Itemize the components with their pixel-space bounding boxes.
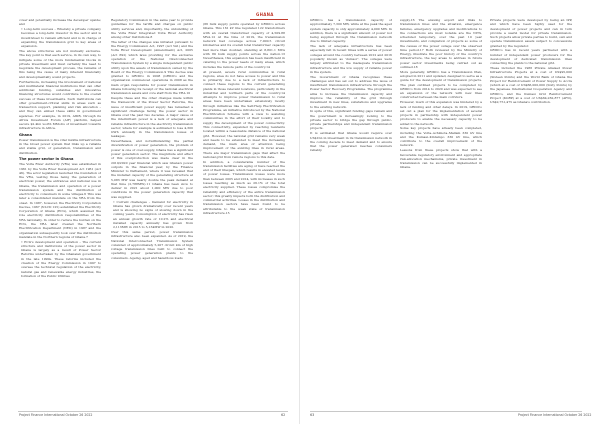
section-rule [250, 19, 288, 20]
body-paragraph: (66 bulk supply points operated by GRIDCo across Ghana. This 161 kV line regulated 122 transformers with an overall transformer capacity of 4,509.88 MVA.12 At the time of 2019, the transmission network had coverage across 7,000.5 circuit kilometres and its overall total transformer capacity had more than doubled, standing at 8,801.1 MVA with 89 bulk supply points across the nation.13 Nevertheless, this expansion has been insufficient in catering to the power needs of many areas, which includes the remote parts of the country.14 [203, 22, 285, 69]
body-paragraph: It is estimated that Ghana would require over US$1bn in investment in its transmission network in the coming decade to meet demand and to ensure that the power generated reaches consumers reliably. [310, 131, 392, 153]
section-heading: Ghana [19, 132, 32, 137]
footer-text: Project Finance International October 26 2022 [19, 413, 93, 417]
body-paragraph: Power transmission is the vital middle infrastructure in the broad power system that links up a reliable and stable grid, or generation, transmission and distribution. [19, 137, 101, 155]
body-paragraph: In spite of this, significant funding gaps remain and the government is increasingly looking to the private sector to bridge the gap through public-private partnerships and independent transmission projects. [310, 109, 392, 131]
right-column-2 [400, 18, 482, 408]
section-heading: The power sector in Ghana [19, 157, 74, 162]
right-column-1 [310, 18, 392, 408]
body-paragraph: The latter of the changes was initiated pursuant to the Energy Commission Act, 1997 (Act 541) and the Volta River Development (Amendment) Act, 2005 (Act 692) which laws providing for the exclusive operation of the National Interconnected Transmission System by a single independent public utility upon the assets of transmission owned by the Board of the Energy Commission.9 This decree was granted to GRIDCo in 2008 (GRIDCo and the organisation commenced operations in 2008 as the main organ responsible for power transmission in Ghana following its receipt of the national electrical transmission assets and core staff from the VRA.10 [111, 39, 193, 96]
bullet-paragraph: • Long-term success – Whereby a private company becomes a long-term investor in the sector and is incentivised to remain efficient and is in charge of expanding the transmission grid to key areas of expansion. [21, 27, 101, 49]
body-paragraph: Despite these and the other changes made within the framework of the Power Sector Reforms, the issue of insufficient power supply has remained a significant challenge facing the power sector in Ghana over the past two decades. A major cause of the intermittent power is a lack of adequate and reliable infrastructure in the electricity transmission sector, where for example is estimated to lose 4,300 GWh annually in the transmission losses of leakages. [111, 95, 193, 139]
page-number: 63 [310, 413, 315, 417]
section-label: GHANA [256, 12, 274, 17]
body-paragraph: The Volta River Authority (VRA) was established in 1961 by the Volta River Development Act 1961 (Act 46). The actor legislation launched the foundation of the VRA, vesting those being the generation of electrical power, the entrances and national use in Ghana, the transmission and operation of a power transmission system and the distribution of electricity to consumers in some villages.6 This was later a consolidated mandate on the VRA from the onset. In 1987, however, the Electricity Corporation Decree, 1967 (NLCD 125) established the Electricity Corporation of Ghana (ECG), which assumed the role electricity distribution responsibilities of the VRA nationally. In order to reduce the burden on the ECG, the VRA later created the Northern Electrification Department (NED) in 1987 and the organisation subsequently took over the distribution mandate in the Northern regions of Ghana.7 [19, 162, 101, 239]
body-paragraph: However, much of this expansion was hindered by a lack of funding and other delays. In 2019, GRIDCo set out a plan for the implementation of several projects in partnership with independent power producers to enable the necessary capacity to be added to the network. [400, 100, 482, 126]
left-column-3 [203, 22, 285, 408]
bullet-paragraph: • ECG's development and operation – The current structure and institutions of the power sector in Ghana is largely as a result of Power Sector Reforms undertaken by the Ghanaian government in the late 1990s. These reforms included the creation of the Energy Commission in 1997 to oversee the technical regulation of the electricity, natural gas and renewable energy industries, the formation of the Public Utilities [21, 239, 101, 278]
body-paragraph: Furthermore, increasing the involvement of national and multilateral financial institutions that can offer additional funding, subsidies and innovative financing structures would contribute to the overall success of these investments. Such institutions can offer government-critical skills in areas such as transaction support, planning and risk allocation – and they can embed these skills in government agencies. For example, in 2019, AfDB, through its Africa Investment Forum (AIF) platform, helped secure $2.4bn worth MMoUs of investment towards infrastructure in Africa. [19, 79, 101, 131]
body-paragraph: Private projects were developed by being an IPP, and which have been highly used for the development of power projects and can in turn provide a useful model for private transmission. Such projects allow private parties to build, own and operate transmission assets subject to concessions granted by the regulator. [490, 18, 572, 48]
body-paragraph: More generally, GRIDCo has a Transmission Plan, adopted in 2011 and updated, designed to serve as a guide for the development of transmission projects. The plan outlined projects to be completed by GRIDCo from 2014 to 2020 and was expected to see an expansion of the network with new lines constructed between the main corridors. [400, 69, 482, 100]
footer-rule [310, 411, 582, 412]
body-paragraph: supply.16 The ensuing export and links to transmission lines and the situation, emergence failures, emergency upgrades and modifications to the connections are most notable are the NITS, scheduled temporary, over the past 10 year investments, and completion of projects so some of the causes of the power outage over the observed time period.17 Both reviewed by the Ministry of Energy, illustrate the poor history of the country's infrastructure, the key areas to address in future power sector investments being carried out as outlined.18 [400, 18, 482, 69]
right-column-3 [490, 18, 572, 408]
body-paragraph: Over this same period, power transmission infrastructure also been expanded. As of 2019, the National Interconnected Transmission System consisted of approximately 5,207 circuit km of high voltage transmission lines built to connect the operating power generation plants to the consumers. Ageing, aged and hazardous loads [111, 229, 193, 260]
body-paragraph: Regulatory Commission in the same year to provide guidelines for the tariffs and charges on public utility services and, importantly, the unbundling of the Volta River Integrated Volta River Authority among other Institutions.8 [111, 18, 193, 40]
left-column-1 [19, 18, 101, 408]
body-paragraph: cover and potentially increase the developer upside; and [19, 18, 101, 27]
left-column-2 [111, 18, 193, 408]
body-paragraph: The lack of adequate infrastructure has been especially felt in recent times with a series of power outages around the country between 2012 and 2016 popularly known as 'dumsor'. The outages were largely attributed to the inadequate transmission infrastructure and the low supply of reliable power in the system. [310, 44, 392, 74]
footer-rule [18, 411, 288, 412]
bullet-paragraph: • Current challenges – Demand for electricity in Ghana has grown dramatically over recent years and is showing no signs of slowing down in the coming years. Consumption of electricity has risen an annual growth rate of 10.2% and electrical installed capacity annually has grown from 2,113MW in 2015 to 5,134MW in 2020. [113, 199, 193, 230]
body-paragraph: GRIDCo has in recent years partnered with a number of independent power producers for the development of dedicated transmission lines connecting the plants to the national grid. [490, 48, 572, 66]
right-page [300, 0, 600, 424]
body-paragraph: At present, severe rural communities in rural regions, area do not have access to power and this is primarily due to a lack of infrastructure to connect these regions to the current generating plants in those relevant locations, particularly in the industrial and northern parts of the country.14 Attempts to improve power transmission to rural areas have been undertaken extensively mostly through initiatives like the Self-Help Electrification Programme, an initiative introduced by the National Electrification Scheme with a view to assisting communities in the effort of their locality and to supply the development of the power connectivity. This connectivity, expanded by reaching residents located within a reasonable distance of the national grid. However, the national grid remains very weak and needs to be extended to meet the increasing demand, the main area of attention being improvement of the existing lines in rural areas. There are major transmission gaps that affect the national grid from remote regions to this date. [203, 69, 285, 159]
body-paragraph: The Government of Ghana recognises these challenges and has set out to address the issue of insufficient transmission infrastructure through the Power Sector Recovery Programme. The programme aims to increase the transmission capacity and improve the reliability of the grid through investment in new lines, substations and upgrades to the existing network. [310, 74, 392, 109]
page-number: 62 [281, 413, 286, 417]
body-paragraph: Some key projects have already been completed, including the Volta–Achimota–Mallam 330 kV line and the Kumasi–Kintampo 330 kV line, which contribute to the overall improvement of the network. [400, 126, 482, 148]
body-paragraph: Nevertheless, and notwithstanding the partial diversification of power generation, the problem of power is one of over-supply, Ghana has a significant power generation sector. The magnitude and effect of this overproduction was made clear in the 2019/2020 year financial which saw Ghana's power outputs in the financial year, by the Finance Minister to Parliament, where it was revealed that the installed capacity of the generating structure at 5,083 MW was nearly double the peak demand at that time (2,788MW).11 Ghana has been slow to deliver in 2021 about 1,000 MW due to poor conditions in the power generation capacity that was supplied. [111, 139, 193, 199]
footer-text: Project Finance International October 26 2022 [518, 413, 592, 417]
body-paragraph: These included the 1986 Private Aliaised Power Infrastructure Projects at a cost of US$95,000 (Sixteen Points) and the World Bank of Ghana the Project for Reinforcement of Power Supply to Accra (which at a cost of US$66,000,000 (Sixty Points) by the Japanese International Cooperation Agency and GRIDCo, and the Kumasi Grid Reinforcement Project (KGRP) at a cost of US$64,262,877 (AFD), US$2,751,475 as Ghana's contribution. [490, 66, 572, 105]
body-paragraph: The above structures are not mutually exclusive. The key point is that each service, in its own way, to mitigate some of the more fundamental blocks in private investment and must certainly the need to negotiate the development process, the remains of this being the cause of many inherent financially and developmentally sound projects. [19, 49, 101, 79]
body-paragraph: In addition, a considerable number of the transmission facilities are aging or have reached the end of their lifespan, which results in elevated levels of power losses. Transmission losses were more than between 2005 and 2014, with increases in such losses reaching as much as 26.1% of the total electricity supplied. These losses compromise the reliability and efficiency of the entire transmission sector; this greatly impacts both the distribution and commercial activities. Losses in the distribution and transmission sectors have been found to be attributable to the weak state of transmission infrastructure.15 [203, 159, 285, 215]
body-paragraph: GRIDCo has a transmission capacity of approximately 7,300 MW, while at the peak the aged system capacity is only approximately 4,000 MW. In addition, there is a significant amount of power not being supplied through the transmission network due to limited capacity. [310, 18, 392, 44]
body-paragraph: Lessons from these projects show that with a favourable regulatory environment and appropriate risk-allocation mechanisms, private investment in transmission can be successfully implemented in Ghana. [400, 148, 482, 170]
